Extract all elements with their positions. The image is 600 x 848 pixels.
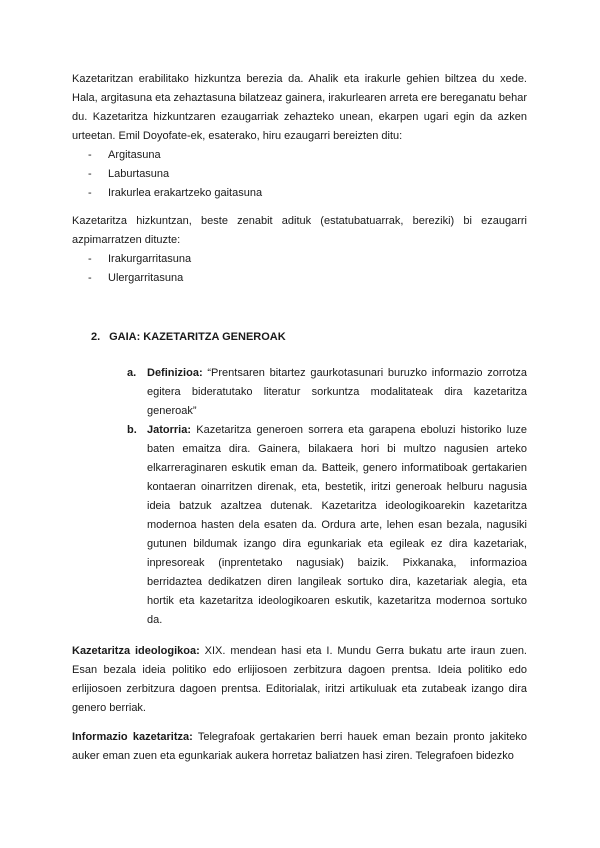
- section-item-jatorria: [127, 421, 527, 630]
- document-page: [72, 70, 527, 766]
- paragraph-term: Kazetaritza ideologikoa:: [72, 645, 200, 657]
- list-item-text: Irakurgarritasuna: [108, 253, 192, 265]
- item-text: Kazetaritza generoen sorrera eta garapena eboluzi historiko luze baten emaitza dira. Gainera, bilakaera hori bi multzo nagusien arteko elkarreraginaren eskutik eman da. Batteik, genero informatiboak gertakarien kontaeran oinarritzen direnak, eta, bestetik, iritzi generoak helburu nagusia ideia batzuk azaltzea dutenak. Kazetaritza ideologikoarekin kazetaritza modernoa hasten dela esaten da. Ordura arte, lehen esan bezala, nagusiki gutunen bildumak izango dira egunkariak eta egileak ez dira kazetariak, inpresoreak (inprentetako nagusiak) baizik. Pixkanaka, informazioa berridaztea dedikatzen diren langileak sortuko dira, kazetariak alegia, eta hortik eta kazetaritza ideologikoaren eskutik, kazetaritza modernoa sortuko da.: [147, 424, 527, 626]
- list-item: [72, 184, 527, 203]
- section-heading: [91, 328, 527, 347]
- section-number: 2.: [91, 331, 101, 343]
- list-item: [72, 165, 527, 184]
- paragraph-text: Telegrafoak gertakarien berri hauek eman bezain pronto jakiteko auker eman zuen eta egunkariak aukera horretaz baliatzen hasi ziren. Telegrafoen bidezko: [72, 731, 527, 762]
- list-dash: -: [88, 187, 92, 199]
- list-dash: -: [88, 253, 92, 265]
- item-label: b.: [127, 424, 137, 436]
- list-dash: -: [88, 149, 92, 161]
- features-list: [72, 146, 527, 203]
- ideologikoa-paragraph: [72, 642, 527, 718]
- list-item: [72, 250, 527, 269]
- item-term: Jatorria:: [147, 424, 192, 436]
- paragraph-term: Informazio kazetaritza:: [72, 731, 193, 743]
- section-item-definizioa: [127, 364, 527, 421]
- informazio-paragraph: [72, 728, 527, 766]
- list-dash: -: [88, 272, 92, 284]
- intro-paragraph-2: Kazetaritza hizkuntzan, beste zenabit adituk (estatubatuarrak, bereziki) bi ezaugarri azpimarratzen dituzte:: [72, 215, 527, 246]
- list-dash: -: [88, 168, 92, 180]
- paragraph-text: XIX. mendean hasi eta I. Mundu Gerra bukatu arte iraun zuen. Esan bezala ideia politiko edo erlijiosoen zerbitzura dagoen prentsa. Ideia politiko edo erlijiosoen zerbitzura dagoen prentsa. Editorialak, iritzi artikuluak eta zutabeak izango dira genero berriak.: [72, 645, 527, 714]
- features-list-2: [72, 250, 527, 288]
- list-item: [72, 269, 527, 288]
- item-text: “Prentsaren bitartez gaurkotasunari buruzko informazio zorrotza egitera bideratutako literatur sorkuntza modalitateak dira kazetaritza generoak”: [147, 367, 527, 417]
- list-item: [72, 146, 527, 165]
- list-item-text: Laburtasuna: [108, 168, 170, 180]
- list-item-text: Irakurlea erakartzeko gaitasuna: [108, 187, 263, 199]
- list-item-text: Ulergarritasuna: [108, 272, 184, 284]
- section-title: GAIA: KAZETARITZA GENEROAK: [109, 331, 286, 343]
- item-label: a.: [127, 367, 137, 379]
- item-term: Definizioa:: [147, 367, 203, 379]
- list-item-text: Argitasuna: [108, 149, 161, 161]
- intro-paragraph-1: Kazetaritzan erabilitako hizkuntza berezia da. Ahalik eta irakurle gehien biltzea du xede. Hala, argitasuna eta zehaztasuna bilatzeaz gainera, irakurlearen arreta ere bereganatu behar du. Kazetaritza hizkuntzaren ezaugarriak zehazteko unean, ekarpen ugari egin da azken urteetan. Emil Doyofate-ek, esaterako, hiru ezaugarri bereizten ditu:: [72, 73, 527, 142]
- section-items: [127, 364, 527, 630]
